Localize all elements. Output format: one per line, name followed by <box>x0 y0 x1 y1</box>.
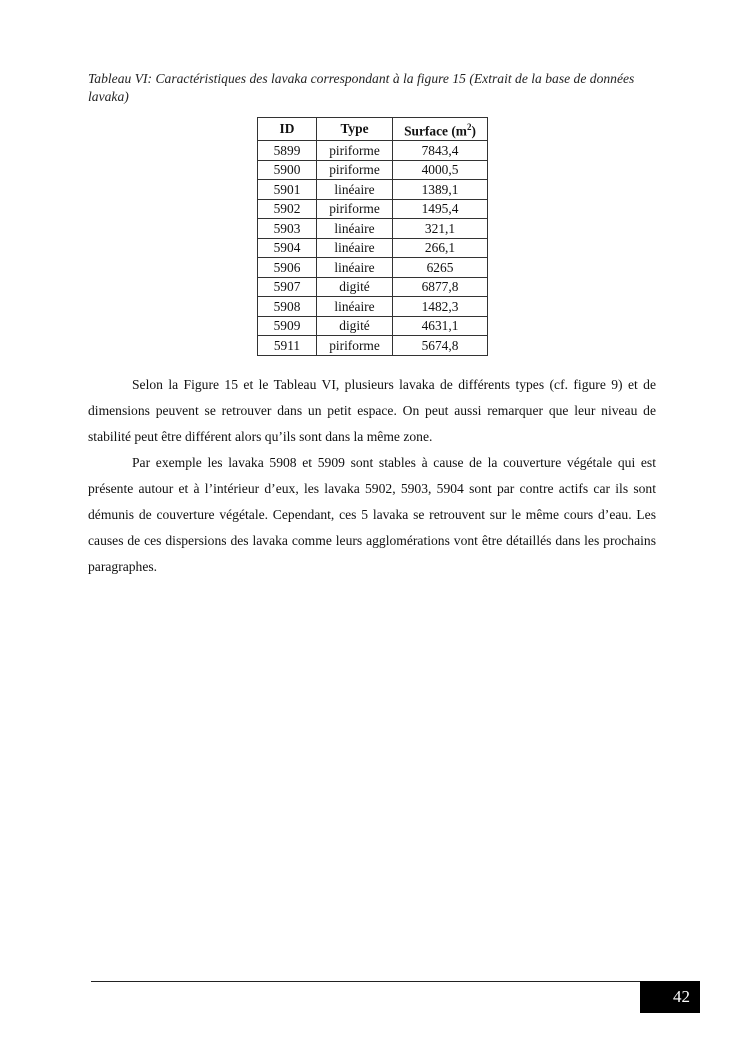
table-row <box>258 277 488 297</box>
cell-id: 5899 <box>258 141 317 161</box>
header-surface-label: Surface (m <box>404 123 467 139</box>
paragraph: Selon la Figure 15 et le Tableau VI, plusieurs lavaka de différents types (cf. figure 9) et de dimensions peuvent se retrouver dans un petit espace. On peut aussi remarquer que leur niveau de stabilité peut être différent alors qu’ils sont dans la même zone. <box>88 377 656 444</box>
cell-id: 5909 <box>258 316 317 336</box>
table-row <box>258 219 488 239</box>
cell-surface: 1482,3 <box>393 297 488 317</box>
cell-type: linéaire <box>317 258 393 278</box>
header-surface-close: ) <box>471 123 476 139</box>
header-id: ID <box>258 118 317 141</box>
table-row <box>258 141 488 161</box>
table-row <box>258 258 488 278</box>
cell-id: 5900 <box>258 160 317 180</box>
cell-type: linéaire <box>317 219 393 239</box>
cell-id: 5903 <box>258 219 317 239</box>
cell-surface: 321,1 <box>393 219 488 239</box>
table-row <box>258 297 488 317</box>
cell-surface: 6265 <box>393 258 488 278</box>
paragraph: Par exemple les lavaka 5908 et 5909 sont stables à cause de la couverture végétale qui est présente autour et à l’intérieur d’eux, les lavaka 5902, 5903, 5904 sont par contre actifs car ils sont démunis de couverture végétale. Cependant, ces 5 lavaka se retrouvent sur le même cours d’eau. Les causes de ces dispersions des lavaka comme leurs agglomérations vont être détaillés dans les prochains paragraphes. <box>88 455 656 574</box>
cell-surface: 4631,1 <box>393 316 488 336</box>
cell-surface: 6877,8 <box>393 277 488 297</box>
cell-type: linéaire <box>317 180 393 200</box>
cell-surface: 1389,1 <box>393 180 488 200</box>
header-surface <box>393 118 488 141</box>
cell-id: 5906 <box>258 258 317 278</box>
cell-id: 5908 <box>258 297 317 317</box>
cell-type: digité <box>317 316 393 336</box>
cell-id: 5911 <box>258 336 317 356</box>
cell-type: piriforme <box>317 160 393 180</box>
cell-surface: 7843,4 <box>393 141 488 161</box>
table-header-row <box>258 118 488 141</box>
table-body <box>258 141 488 356</box>
cell-id: 5901 <box>258 180 317 200</box>
header-surface-exponent: 2 <box>466 122 472 132</box>
cell-surface: 1495,4 <box>393 199 488 219</box>
cell-type: piriforme <box>317 199 393 219</box>
cell-id: 5904 <box>258 238 317 258</box>
cell-type: piriforme <box>317 141 393 161</box>
cell-id: 5902 <box>258 199 317 219</box>
cell-surface: 4000,5 <box>393 160 488 180</box>
header-type: Type <box>317 118 393 141</box>
table-row <box>258 316 488 336</box>
body-text <box>88 372 656 580</box>
table-row <box>258 238 488 258</box>
cell-type: linéaire <box>317 238 393 258</box>
cell-id: 5907 <box>258 277 317 297</box>
table-row <box>258 336 488 356</box>
table-row <box>258 160 488 180</box>
cell-type: digité <box>317 277 393 297</box>
page-number: 42 <box>640 981 700 1013</box>
table-row <box>258 180 488 200</box>
cell-type: linéaire <box>317 297 393 317</box>
cell-type: piriforme <box>317 336 393 356</box>
footer-divider <box>91 981 640 982</box>
cell-surface: 5674,8 <box>393 336 488 356</box>
lavaka-table <box>257 117 488 356</box>
table-caption: Tableau VI: Caractéristiques des lavaka correspondant à la figure 15 (Extrait de la base de données lavaka) <box>88 71 635 104</box>
table-row <box>258 199 488 219</box>
cell-surface: 266,1 <box>393 238 488 258</box>
